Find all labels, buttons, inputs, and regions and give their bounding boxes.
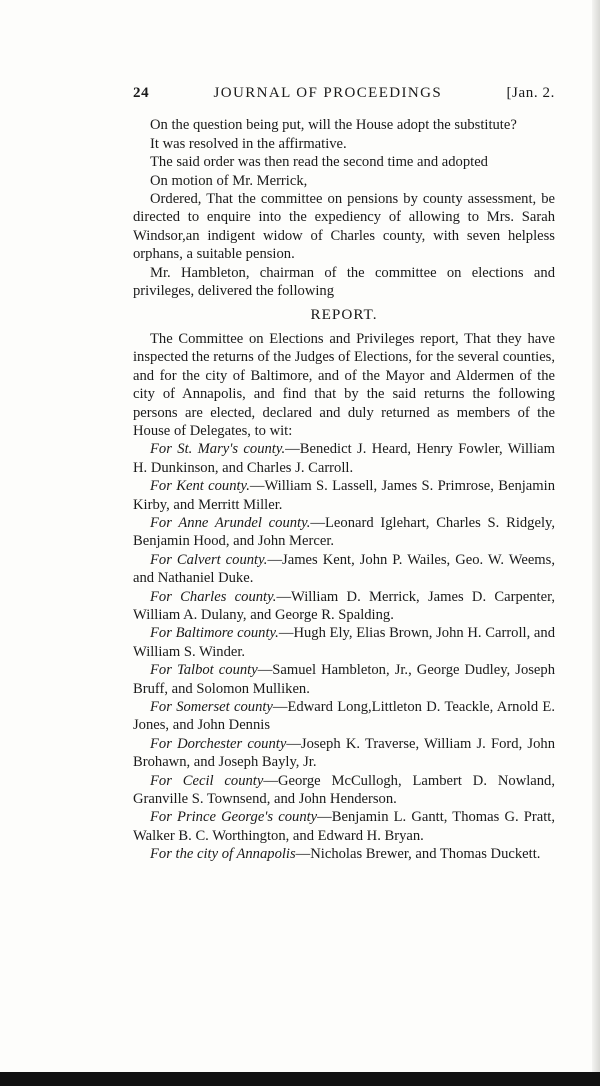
county-name: For Calvert county. bbox=[150, 551, 268, 568]
paragraph: The said order was then read the second time and adopted bbox=[150, 154, 488, 171]
county-entry bbox=[133, 514, 555, 551]
page-number: 24 bbox=[133, 85, 150, 101]
county-members: —Benjamin L. Gantt, Thomas G. Pratt, Walker B. C. Worthington, and Edward H. Bryan. bbox=[133, 809, 555, 844]
paragraph: Ordered, That the committee on pensions by county assessment, be directed to enquire into the expediency of allowing to Mrs. Sarah Windsor,an indigent widow of Charles county, with seven helpless orphans, a suitable pension. bbox=[133, 191, 555, 263]
county-entry bbox=[133, 551, 555, 588]
county-members: —William D. Merrick, James D. Carpenter, William A. Dulany, and George R. Spalding. bbox=[133, 588, 555, 623]
report-heading: REPORT. bbox=[310, 306, 378, 324]
running-header bbox=[133, 84, 555, 102]
county-entry bbox=[133, 735, 555, 772]
county-name: For Charles county. bbox=[150, 588, 277, 605]
paragraph: On motion of Mr. Merrick, bbox=[150, 172, 308, 189]
county-entry bbox=[133, 661, 555, 698]
county-members: —Samuel Hambleton, Jr., George Dudley, Joseph Bruff, and Solomon Mulliken. bbox=[133, 662, 555, 697]
journal-title: JOURNAL OF PROCEEDINGS bbox=[213, 85, 443, 101]
county-name: For Cecil county bbox=[150, 772, 264, 789]
county-entry bbox=[133, 698, 555, 735]
county-name: For Anne Arundel county. bbox=[150, 514, 311, 531]
county-name: For Somerset county bbox=[150, 699, 273, 715]
county-members: —Nicholas Brewer, and Thomas Duckett. bbox=[295, 846, 541, 863]
report-intro: The Committee on Elections and Privileges report, That they have inspected the returns of the Judges of Elections, for the several counties, and for the city of Baltimore, and of the Mayor and Aldermen of the city of Annapolis, and find that by the said returns the following persons are elected, declared and duly returned as members of the House of Delegates, to wit: bbox=[133, 330, 555, 439]
county-entry bbox=[133, 477, 555, 514]
county-name: For Prince George's county bbox=[150, 809, 318, 826]
county-name: For the city of Annapolis bbox=[150, 846, 296, 863]
county-name: For Talbot county bbox=[150, 662, 258, 679]
county-members: —Edward Long,Littleton D. Teackle, Arnold E. Jones, and John Dennis bbox=[133, 699, 555, 734]
county-name: For Kent county. bbox=[150, 478, 250, 495]
county-name: For Baltimore county. bbox=[150, 625, 279, 642]
paragraph: It was resolved in the affirmative. bbox=[150, 135, 347, 152]
county-entry bbox=[133, 772, 555, 809]
county-name: For St. Mary's county. bbox=[150, 441, 286, 458]
header-date: [Jan. 2. bbox=[506, 85, 555, 101]
county-entry bbox=[133, 624, 555, 661]
county-members: —Leonard Iglehart, Charles S. Ridgely, Benjamin Hood, and John Mercer. bbox=[133, 514, 555, 550]
county-members: —William S. Lassell, James S. Primrose, Benjamin Kirby, and Merritt Miller. bbox=[133, 478, 555, 513]
county-members: —Hugh Ely, Elias Brown, John H. Carroll, and William S. Winder. bbox=[133, 625, 555, 660]
county-members: —Benedict J. Heard, Henry Fowler, William H. Dunkinson, and Charles J. Carroll. bbox=[133, 441, 555, 476]
county-entry bbox=[133, 808, 555, 845]
paragraph: On the question being put, will the House adopt the substitute? bbox=[150, 117, 517, 134]
county-name: For Dorchester county bbox=[150, 735, 287, 752]
county-entry bbox=[133, 440, 555, 477]
text-column bbox=[133, 84, 555, 864]
scan-border bbox=[0, 1072, 600, 1086]
county-members: —George McCullogh, Lambert D. Nowland, Granville S. Townsend, and John Henderson. bbox=[133, 772, 556, 808]
county-members: —James Kent, John P. Wailes, Geo. W. Weems, and Nathaniel Duke. bbox=[133, 551, 555, 587]
county-members: —Joseph K. Traverse, William J. Ford, John Brohawn, and Joseph Bayly, Jr. bbox=[133, 735, 555, 771]
page-edge-shadow bbox=[592, 0, 600, 1072]
paragraph: Mr. Hambleton, chairman of the committee on elections and privileges, delivered the following bbox=[133, 264, 555, 300]
county-entry bbox=[133, 588, 555, 625]
county-entry bbox=[133, 845, 555, 863]
